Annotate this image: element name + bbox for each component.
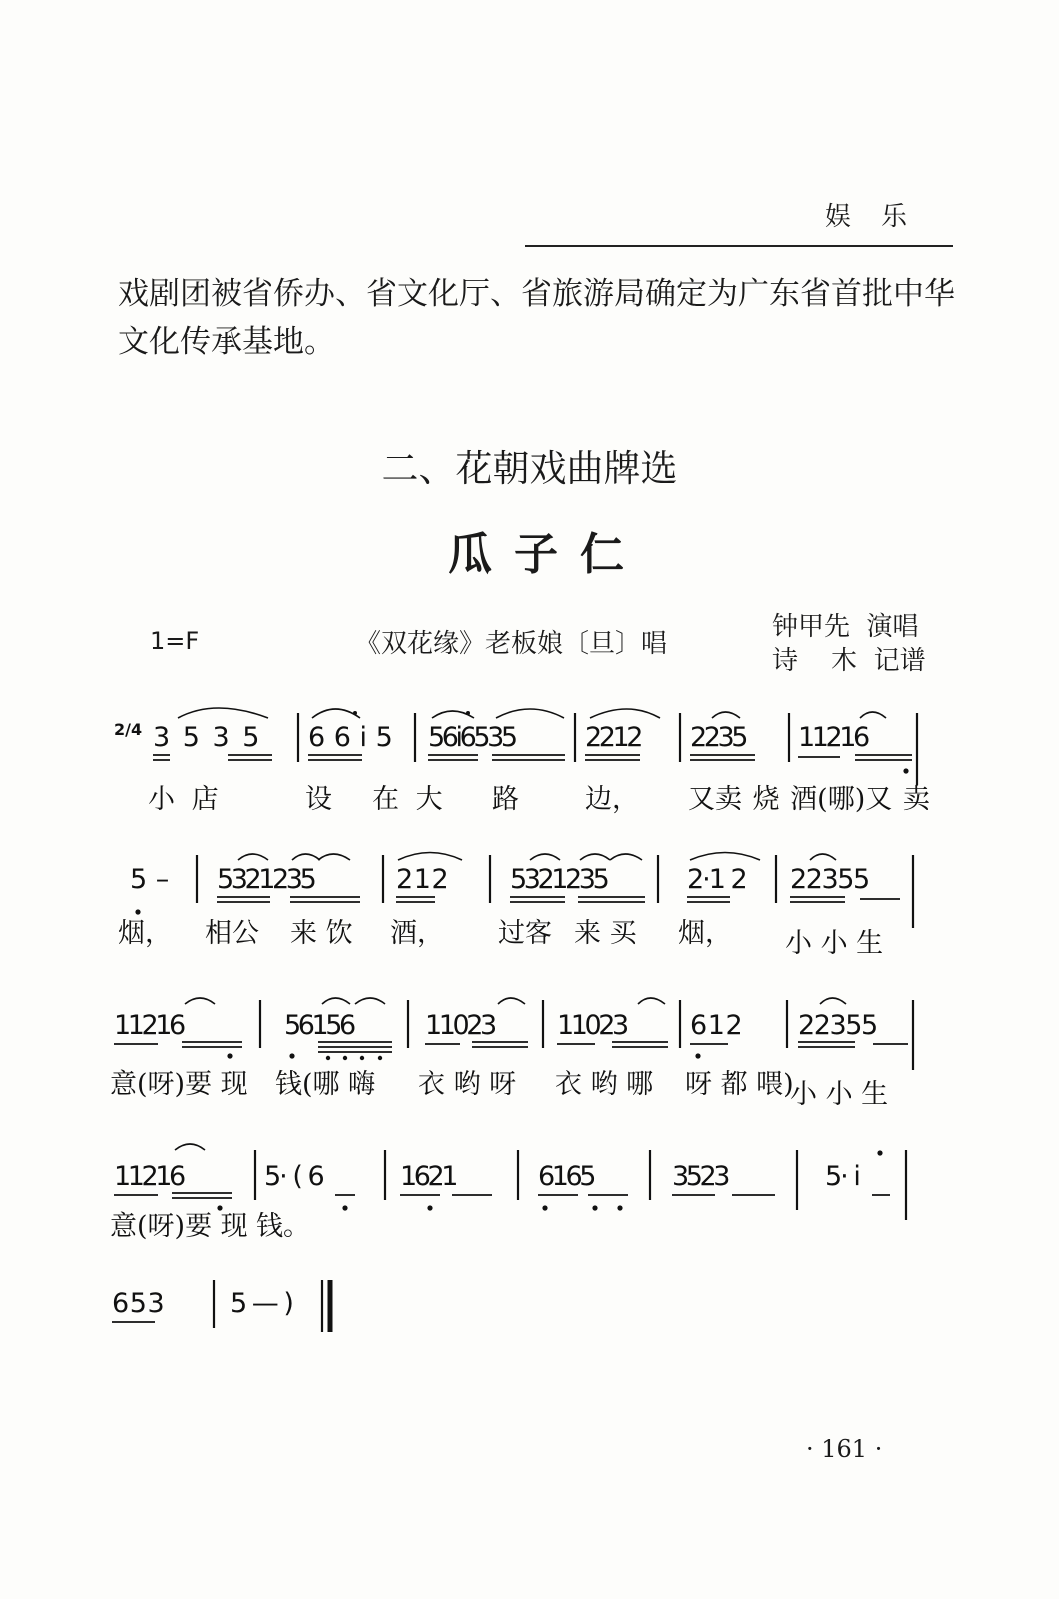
lyric-3-4: 衣 哟 哪	[555, 1069, 654, 1100]
line-4-lyrics	[110, 1211, 310, 1242]
measure-4-2: 5· ( 6	[264, 1161, 323, 1192]
line-3-lyrics	[110, 1069, 888, 1110]
measure-5-1: 6 5 3	[112, 1288, 161, 1319]
lyric-3-2: 钱(哪 嗨	[275, 1069, 376, 1100]
line-5-notes	[112, 1288, 292, 1319]
song-title: 瓜子仁	[448, 529, 646, 580]
measure-3-5: 6 1 2	[690, 1010, 739, 1041]
measure-3-6: 2 2 3 5 5	[798, 1010, 874, 1041]
lyric-1-2: 设	[305, 784, 332, 815]
lyric-2-2: 相公	[205, 918, 259, 949]
lyric-4-1: 意(呀)要 现	[110, 1211, 248, 1242]
measure-1-2: 6 6 i 5	[308, 722, 393, 753]
lyric-1-4: 路	[492, 784, 519, 815]
line-1-underlines	[153, 755, 912, 760]
lyric-4-2: 钱。	[256, 1211, 310, 1242]
measure-4-5: 3 5 2 3	[672, 1161, 725, 1192]
lyric-1-6: 又卖 烧 酒(哪)又 卖	[688, 784, 930, 815]
lyric-3-3: 衣 哟 呀	[418, 1069, 517, 1100]
score-line-1	[148, 708, 930, 815]
measure-3-3: 1 1 0 2 3	[425, 1010, 492, 1041]
measure-1-6: 1 1 2 1 6	[798, 722, 865, 753]
lyric-2-7: 烟，	[678, 918, 732, 949]
measure-3-2: 5 6 1 5 6	[284, 1010, 351, 1041]
score-line-5	[112, 1280, 330, 1332]
lyric-3-1: 意(呀)要 现	[110, 1069, 248, 1100]
measure-2-5: 2·1 2	[687, 864, 746, 895]
running-head: 娱乐	[825, 202, 938, 232]
line-2-notes	[130, 864, 868, 895]
line-4-underlines	[114, 1193, 890, 1198]
line-4-notes	[114, 1161, 859, 1192]
measure-1-3: 5 6 i 6 5 3 5	[428, 722, 513, 753]
paragraph-line-2: 文化传承基地。	[118, 324, 335, 360]
measure-2-4: 5 3 2 1 2 3 5	[510, 864, 604, 895]
lyric-1-5: 边，	[585, 784, 639, 815]
lyric-2-3: 来 饮	[290, 918, 353, 949]
section-heading: 二、花朝戏曲牌选	[381, 447, 678, 490]
time-signature: 2/4	[114, 720, 143, 739]
line-3-underlines	[114, 1042, 908, 1052]
lyric-2-5: 过客	[498, 918, 552, 949]
line-1-lyrics	[148, 784, 930, 815]
lyric-2-1: 烟，	[118, 918, 172, 949]
line-3-notes	[114, 1010, 876, 1041]
lyric-2-6: 来 买	[574, 918, 637, 949]
notator-credit: 诗 木 记谱	[772, 646, 926, 676]
measure-4-4: 6 1 6 5	[538, 1161, 591, 1192]
measure-2-3: 2 1 2	[396, 864, 445, 895]
measure-1-1: 3 5 3 5	[153, 722, 260, 753]
line-2-lyrics	[118, 918, 883, 959]
key-signature: 1=F	[150, 627, 200, 655]
singer-credit: 钟甲先 演唱	[772, 612, 919, 642]
lyric-2-8: 小 小 生	[785, 928, 884, 959]
lyric-2-4: 酒，	[390, 918, 444, 949]
lyric-1-1: 小 店	[148, 784, 219, 815]
lyric-1-3: 在 大	[372, 784, 443, 815]
measure-2-2: 5 3 2 1 2 3 5	[217, 864, 311, 895]
measure-3-4: 1 1 0 2 3	[557, 1010, 624, 1041]
measure-2-1: 5 –	[130, 864, 170, 895]
score-line-4	[110, 1144, 906, 1242]
score-line-3	[110, 998, 913, 1110]
page-number: · 161 ·	[806, 1435, 883, 1463]
measure-5-2: 5 — )	[230, 1288, 292, 1319]
measure-1-4: 2 2 1 2	[585, 722, 638, 753]
measure-4-3: 1 6 2 1	[400, 1161, 453, 1192]
role-credit: 《双花缘》老板娘〔旦〕唱	[355, 629, 668, 659]
lyric-3-5: 呀 都 喂)	[685, 1069, 794, 1100]
score-line-2	[118, 853, 913, 960]
measure-4-6: 5· i	[825, 1161, 859, 1192]
line-1-notes	[153, 722, 869, 753]
measure-3-1: 1 1 2 1 6	[114, 1010, 181, 1041]
paragraph-line-1: 戏剧团被省侨办、省文化厅、省旅游局确定为广东省首批中华	[118, 276, 955, 312]
measure-2-6: 2 2 3 5 5	[790, 864, 866, 895]
measure-1-5: 2 2 3 5	[690, 722, 743, 753]
lyric-3-6: 小 小 生	[790, 1079, 889, 1110]
measure-4-1: 1 1 2 1 6	[114, 1161, 181, 1192]
line-2-underlines	[217, 897, 900, 902]
